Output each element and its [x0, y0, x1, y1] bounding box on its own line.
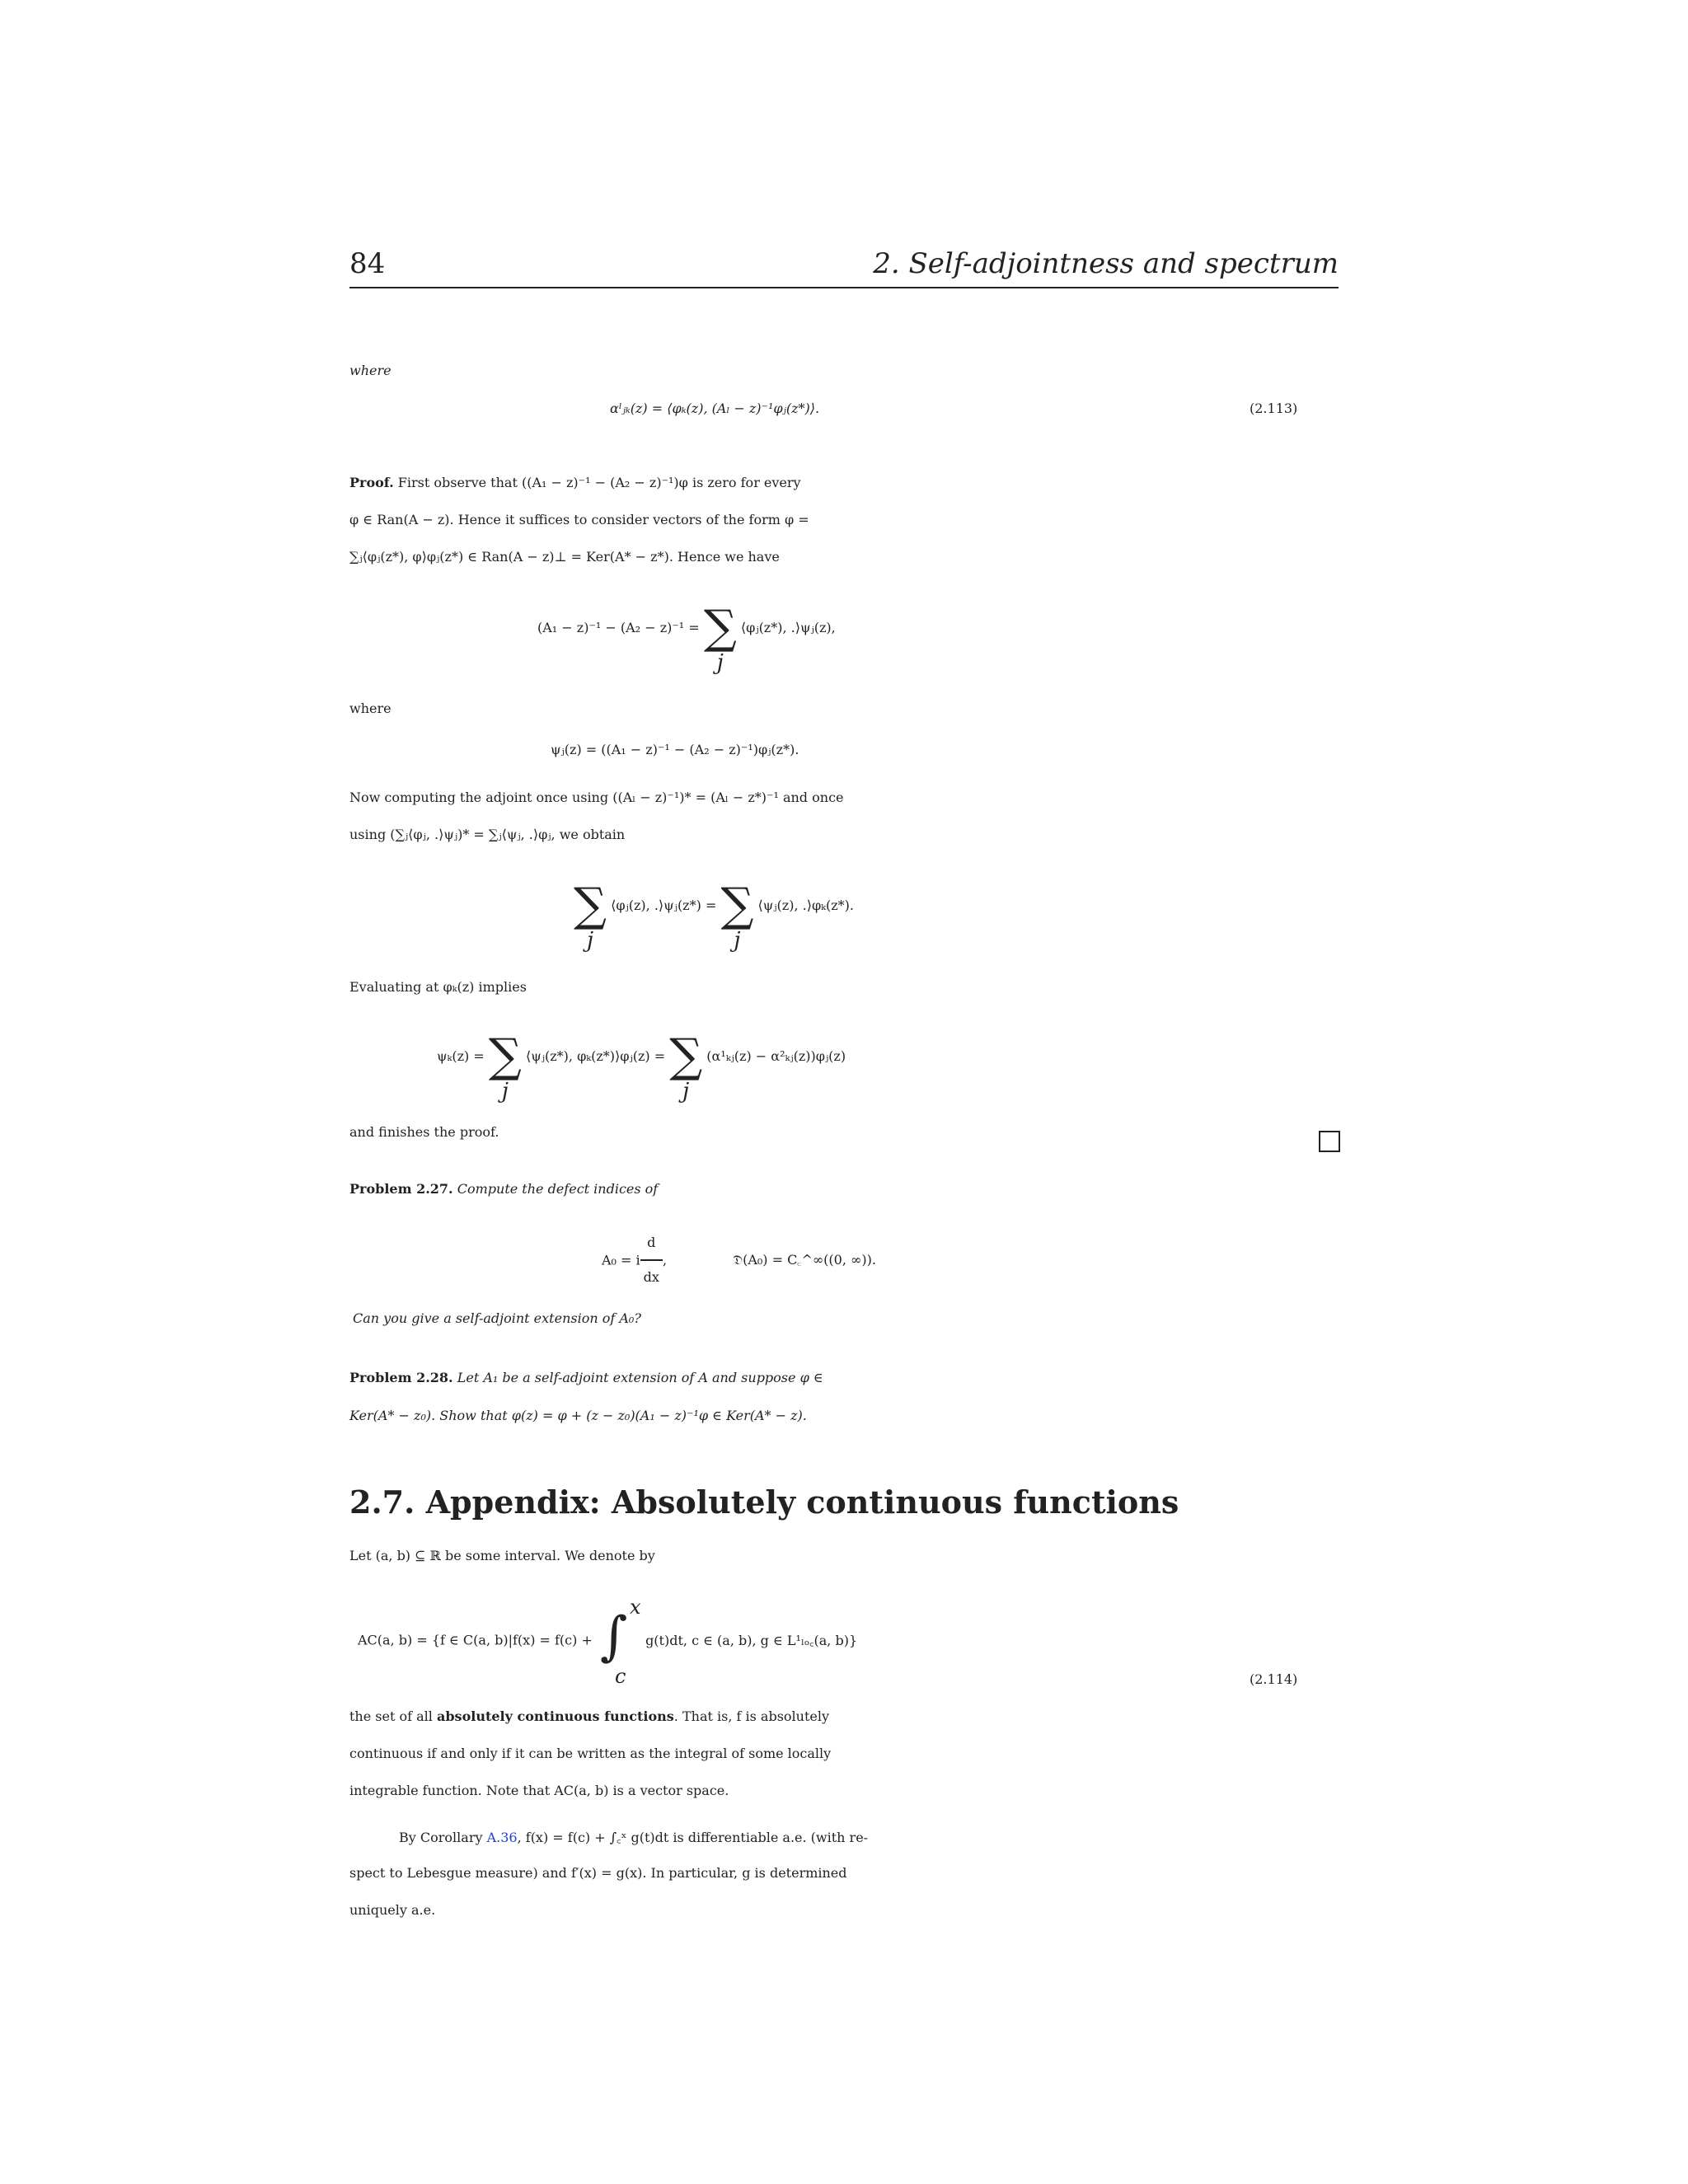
fraction-d-dx: $\frac{d}{dx}$ — [640, 1226, 663, 1294]
qed-box-icon — [1319, 1131, 1340, 1152]
equation-defect-domain: 𝔇(A₀) = C꜀^∞((0, ∞)). — [733, 1252, 876, 1268]
proof-text-1: First observe that ((A₁ − z)⁻¹ − (A₂ − z)⁻¹)φ is zero for every — [397, 475, 801, 490]
sum-symbol: ∑ j — [703, 601, 737, 675]
equation-psi-k-lhs: ψₖ(z) = — [437, 1048, 485, 1064]
sum-symbol: ∑ j — [574, 879, 607, 953]
corollary-line-3: uniquely a.e. — [349, 1902, 436, 1918]
proof-line-3: ∑ⱼ⟨φⱼ(z*), φ⟩φⱼ(z*) ∈ Ran(A − z)⊥ = Ker(A* − z*). Hence we have — [349, 549, 780, 565]
evaluating-line: Evaluating at φₖ(z) implies — [349, 979, 527, 995]
equation-psi-k — [437, 1029, 846, 1104]
interval-line: Let (a, b) ⊆ ℝ be some interval. We denote by — [349, 1548, 655, 1563]
ac-definition-line-1: the set of all absolutely continuous functions. That is, f is absolutely — [349, 1708, 830, 1724]
equation-resolvent-lhs: (A₁ − z)⁻¹ − (A₂ − z)⁻¹ = — [537, 620, 700, 635]
equation-adjoint-rhs: ⟨ψⱼ(z), .⟩φₖ(z*). — [757, 898, 854, 913]
equation-resolvent-diff — [537, 601, 836, 675]
corollary-line-2: spect to Lebesgue measure) and f′(x) = g(x). In particular, g is determined — [349, 1865, 847, 1881]
proof-label: Proof. — [349, 475, 394, 490]
problem-2-28-line-2: Ker(A* − z₀). Show that φ(z) = φ + (z − z₀)(A₁ − z)⁻¹φ ∈ Ker(A* − z). — [349, 1408, 807, 1423]
equation-2113: αˡⱼₖ(z) = ⟨φₖ(z), (Aₗ − z)⁻¹φⱼ(z*)⟩. — [610, 401, 820, 416]
equation-psi-k-mid: ⟨ψⱼ(z*), φₖ(z*)⟩φⱼ(z) = — [525, 1048, 666, 1064]
integral-sign-icon: ∫ x c — [599, 1596, 641, 1688]
equation-resolvent-rhs: ⟨φⱼ(z*), .⟩ψⱼ(z), — [740, 620, 836, 635]
equation-ac-lhs: AC(a, b) = {f ∈ C(a, b)|f(x) = f(c) + — [358, 1632, 593, 1648]
proof-line-2: φ ∈ Ran(A − z). Hence it suffices to consider vectors of the form φ = — [349, 512, 809, 527]
ac-definition-line-2: continuous if and only if it can be written as the integral of some locally — [349, 1746, 832, 1761]
adjoint-line-1: Now computing the adjoint once using ((Aₗ − z)⁻¹)* = (Aₗ − z*)⁻¹ and once — [349, 790, 844, 805]
problem-2-27 — [349, 1181, 658, 1197]
corollary-reference-link[interactable]: A.36 — [486, 1830, 518, 1845]
adjoint-line-2: using (∑ⱼ⟨φⱼ, .⟩ψⱼ)* = ∑ⱼ⟨ψⱼ, .⟩φⱼ, we obtain — [349, 827, 626, 842]
equation-adjoint — [574, 879, 854, 953]
problem-2-28-line-1 — [349, 1370, 823, 1385]
proof-line-1 — [349, 475, 801, 490]
problem-2-27-label: Problem 2.27. — [349, 1181, 453, 1197]
equation-defect-lhs: A₀ = i — [602, 1252, 640, 1268]
corollary-line-1: By Corollary A.36, f(x) = f(c) + ∫꜀ˣ g(t)dt is differentiable a.e. (with re- — [399, 1830, 869, 1845]
section-heading: 2.7. Appendix: Absolutely continuous functions — [349, 1483, 1179, 1521]
equation-psi: ψⱼ(z) = ((A₁ − z)⁻¹ − (A₂ − z)⁻¹)φⱼ(z*). — [551, 742, 799, 757]
equation-number-2113: (2.113) — [1250, 401, 1298, 416]
ac-definition-line-3: integrable function. Note that AC(a, b) is a vector space. — [349, 1783, 729, 1798]
equation-ac-definition — [358, 1596, 858, 1688]
where-label-2: where — [349, 701, 392, 716]
page-number: 84 — [349, 247, 386, 280]
problem-2-28-label: Problem 2.28. — [349, 1370, 453, 1385]
equation-number-2114: (2.114) — [1250, 1671, 1298, 1687]
equation-ac-rhs: g(t)dt, c ∈ (a, b), g ∈ L¹ₗₒ꜀(a, b)} — [645, 1633, 858, 1648]
absolutely-continuous-term: absolutely continuous functions — [437, 1708, 674, 1724]
problem-2-27-question: Can you give a self-adjoint extension of A₀? — [353, 1310, 641, 1326]
sum-symbol: ∑ j — [669, 1029, 703, 1104]
equation-psi-k-rhs: (α¹ₖⱼ(z) − α²ₖⱼ(z))φⱼ(z) — [706, 1048, 846, 1064]
problem-2-27-text: Compute the defect indices of — [457, 1181, 659, 1197]
sum-symbol: ∑ j — [720, 879, 754, 953]
equation-adjoint-lhs: ⟨φⱼ(z), .⟩ψⱼ(z*) = — [611, 898, 717, 913]
equation-defect: A₀ = i $\frac{d}{dx}$ , 𝔇(A₀) = C꜀^∞((0, ∞)). — [602, 1226, 876, 1294]
chapter-title: 2. Self-adjointness and spectrum — [873, 247, 1339, 280]
where-label: where — [349, 363, 392, 378]
running-header — [349, 244, 1339, 288]
sum-index: j — [716, 650, 724, 675]
sum-symbol: ∑ j — [488, 1029, 522, 1104]
finishes-line: and finishes the proof. — [349, 1124, 499, 1140]
problem-2-28-text: Let A₁ be a self-adjoint extension of A and suppose φ ∈ — [457, 1370, 823, 1385]
